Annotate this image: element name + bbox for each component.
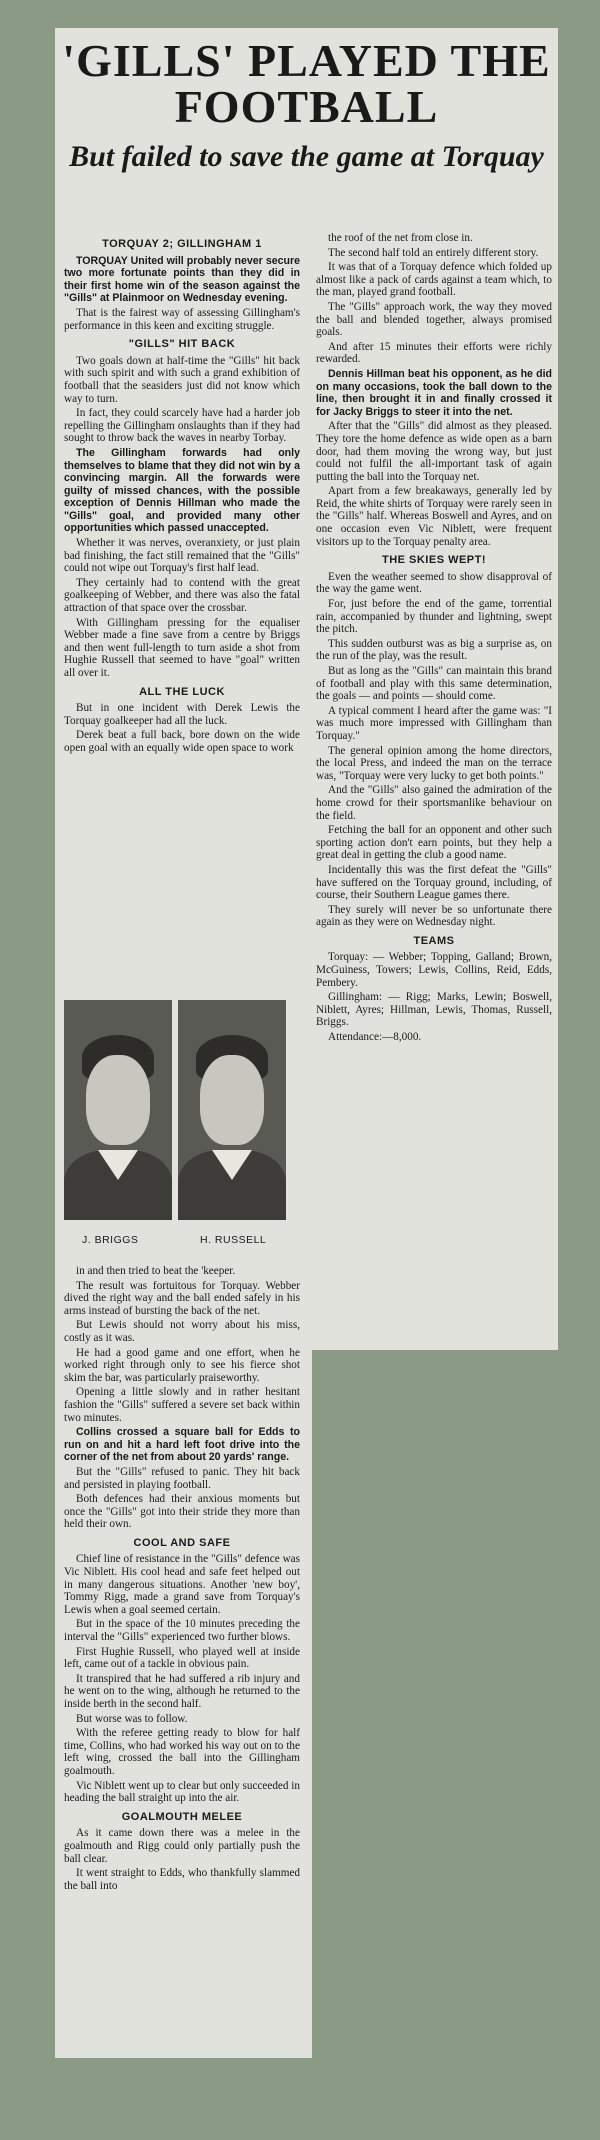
- paragraph: But in the space of the 10 minutes preceding the interval the "Gills" experienced two further blows.: [64, 1618, 300, 1644]
- paragraph: Chief line of resistance in the "Gills" defence was Vic Niblett. His cool head and safe feet helped out in many dangerous situations. Another 'new boy', Tommy Rigg, made a grand save from Torquay's Lewis when a goal seemed certain.: [64, 1553, 300, 1616]
- section-heading: ALL THE LUCK: [139, 685, 225, 698]
- paragraph: He had a good game and one effort, when he worked right through only to see his fierce shot skim the bar, was particularly praiseworthy.: [64, 1346, 300, 1384]
- headline: 'GILLS' PLAYED THE FOOTBALL: [62, 35, 551, 132]
- paragraph: And the "Gills" also gained the admiration of the home crowd for their sportsmanlike behaviour on the field.: [316, 784, 552, 822]
- section-heading: THE SKIES WEPT!: [381, 554, 487, 567]
- subheadline: But failed to save the game at Torquay: [69, 140, 544, 173]
- paragraph: They surely will never be so unfortunate there again as they were on Wednesday night.: [316, 903, 552, 929]
- caption-briggs: J. BRIGGS: [82, 1234, 139, 1246]
- paragraph: Both defences had their anxious moments but once the "Gills" got into their stride they more than held their own.: [64, 1493, 300, 1531]
- paragraph: in and then tried to beat the 'keeper.: [76, 1265, 236, 1277]
- paragraph: First Hughie Russell, who played well at inside left, came out of a tackle in obvious pain.: [64, 1645, 300, 1671]
- paragraph: Two goals down at half-time the "Gills" hit back with such spirit and with such a grand exhibition of football that the seasiders just did not know which way to turn.: [64, 354, 300, 405]
- paragraph: With the referee getting ready to blow for half time, Collins, who had worked his way out on to the left wing, crossed the ball into the Gillingham goalmouth.: [64, 1727, 300, 1777]
- paragraph: Vic Niblett went up to clear but only succeeded in heading the ball straight up into the air.: [64, 1779, 300, 1805]
- paragraph: The general opinion among the home directors, the local Press, and indeed the man on the terrace was, "Torquay were very lucky to get both points.": [316, 744, 552, 782]
- paragraph: A typical comment I heard after the game was: "I was much more impressed with Gillingham than Torquay.": [316, 704, 552, 742]
- paragraph: The second half told an entirely different story.: [328, 246, 539, 259]
- paragraph: It transpired that he had suffered a rib injury and he went on to the wing, although he returned to the inside berth in the second half.: [64, 1672, 300, 1710]
- paragraph: It went straight to Edds, who thankfully slammed the ball into: [64, 1867, 300, 1892]
- paragraph: But worse was to follow.: [76, 1712, 188, 1725]
- paragraph: Derek beat a full back, bore down on the wide open goal with an equally wide open space to work: [64, 729, 300, 754]
- paragraph: Even the weather seemed to show disapproval of the way the game went.: [316, 570, 552, 596]
- caption-russell: H. RUSSELL: [200, 1234, 267, 1246]
- paragraph: Collins crossed a square ball for Edds to run on and hit a hard left foot drive into the corner of the net from about 20 yards' range.: [64, 1426, 300, 1464]
- photo-russell: [178, 1000, 286, 1220]
- paragraph: But as long as the "Gills" can maintain this brand of football and play with this same determination, the goals — and points — should come.: [316, 665, 552, 703]
- paragraph: They certainly had to contend with the great goalkeeping of Webber, and there was also the fatal attraction of that space over the crossbar.: [64, 576, 300, 615]
- paragraph: Gillingham: — Rigg; Marks, Lewin; Boswell, Niblett, Ayres; Hillman, Lewis, Thomas, Russell, Briggs.: [316, 991, 552, 1029]
- paragraph: the roof of the net from close in.: [328, 232, 473, 244]
- article-column-1: [64, 232, 300, 757]
- paragraph: The Gillingham forwards had only themselves to blame that they did not win by a convincing margin. All the forwards were guilty of missed chances, with the possible exception of Dennis Hillman who made the "Gills" goal, and provided many other opportunities which passed unaccepted.: [64, 446, 300, 535]
- section-heading: TORQUAY 2; GILLINGHAM 1: [102, 238, 262, 250]
- paragraph: But Lewis should not worry about his miss, costly as it was.: [64, 1319, 300, 1344]
- paragraph: With Gillingham pressing for the equaliser Webber made a fine save from a centre by Briggs and then went full-length to turn aside a shot from Hughie Russell that seemed to have "goal" written all over it.: [64, 616, 300, 679]
- section-heading: "GILLS" HIT BACK: [128, 338, 236, 351]
- article-column-2: [316, 232, 552, 1046]
- article-column-3: [64, 1265, 300, 1894]
- section-heading: COOL AND SAFE: [133, 1536, 231, 1549]
- paragraph: Fetching the ball for an opponent and other such sporting action don't earn points, but they help a great deal in getting the club a good name.: [316, 824, 552, 862]
- paragraph: The result was fortuitous for Torquay. Webber dived the right way and the ball ended safely in his arms instead of bursting the back of the net.: [64, 1279, 300, 1317]
- paragraph: That is the fairest way of assessing Gillingham's performance in this keen and exciting struggle.: [64, 306, 300, 332]
- paragraph: For, just before the end of the game, torrential rain, accompanied by thunder and lightning, swept the pitch.: [316, 598, 552, 636]
- paragraph: The "Gills" approach work, the way they moved the ball and blended together, always promised goals.: [316, 300, 552, 339]
- paragraph: Whether it was nerves, overanxiety, or just plain bad finishing, the fact still remained that the "Gills" could not wipe out Torquay's first half lead.: [64, 537, 300, 575]
- paragraph: TORQUAY United will probably never secure two more fortunate points than they did in their first home win of the season against the "Gills" at Plainmoor on Wednesday evening.: [64, 254, 300, 305]
- paragraph: Torquay: — Webber; Topping, Galland; Brown, McGuiness, Towers; Lewis, Collins, Reid, Edds, Pembery.: [316, 951, 552, 989]
- section-heading: TEAMS: [413, 934, 455, 947]
- paragraph: Apart from a few breakaways, generally led by Reid, the white shirts of Torquay were rarely seen in the "Gills" half. Whereas Boswell and Ayres, and on one occasion even Vic Niblett, were frequent visitors up to the Torquay penalty area.: [316, 485, 552, 548]
- paragraph: But the "Gills" refused to panic. They hit back and persisted in playing football.: [64, 1465, 300, 1491]
- paragraph: Incidentally this was the first defeat the "Gills" have suffered on the Torquay ground, including, of course, their Southern League games there.: [316, 863, 552, 902]
- photo-briggs: [64, 1000, 172, 1220]
- paragraph: Attendance:—8,000.: [328, 1031, 422, 1044]
- paragraph: This sudden outburst was as big a surprise as, on the run of the play, was the result.: [316, 637, 552, 663]
- paragraph: It was that of a Torquay defence which folded up almost like a pack of cards against a team which, to the man, played grand football.: [316, 261, 552, 299]
- paragraph: And after 15 minutes their efforts were richly rewarded.: [316, 340, 552, 366]
- paragraph: As it came down there was a melee in the goalmouth and Rigg could only partially push the ball clear.: [64, 1827, 300, 1865]
- paragraph: Opening a little slowly and in rather hesitant fashion the "Gills" suffered a severe set back within two minutes.: [64, 1386, 300, 1424]
- paragraph: Dennis Hillman beat his opponent, as he did on many occasions, took the ball down to the line, then brought it in and finally crossed it for Jacky Briggs to steer it into the net.: [316, 367, 552, 418]
- paragraph: After that the "Gills" did almost as they pleased. They tore the home defence as wide open as a barn door, had them moving the wrong way, but just could not fulfil the all-important task of again putting the ball into the Torquay net.: [316, 420, 552, 483]
- section-heading: GOALMOUTH MELEE: [121, 1810, 243, 1823]
- paragraph: But in one incident with Derek Lewis the Torquay goalkeeper had all the luck.: [64, 702, 300, 727]
- paragraph: In fact, they could scarcely have had a harder job repelling the Gillingham onslaughts than if they had sought to throw back the waves in nearby Torbay.: [64, 407, 300, 445]
- background-gap: [312, 1350, 562, 2140]
